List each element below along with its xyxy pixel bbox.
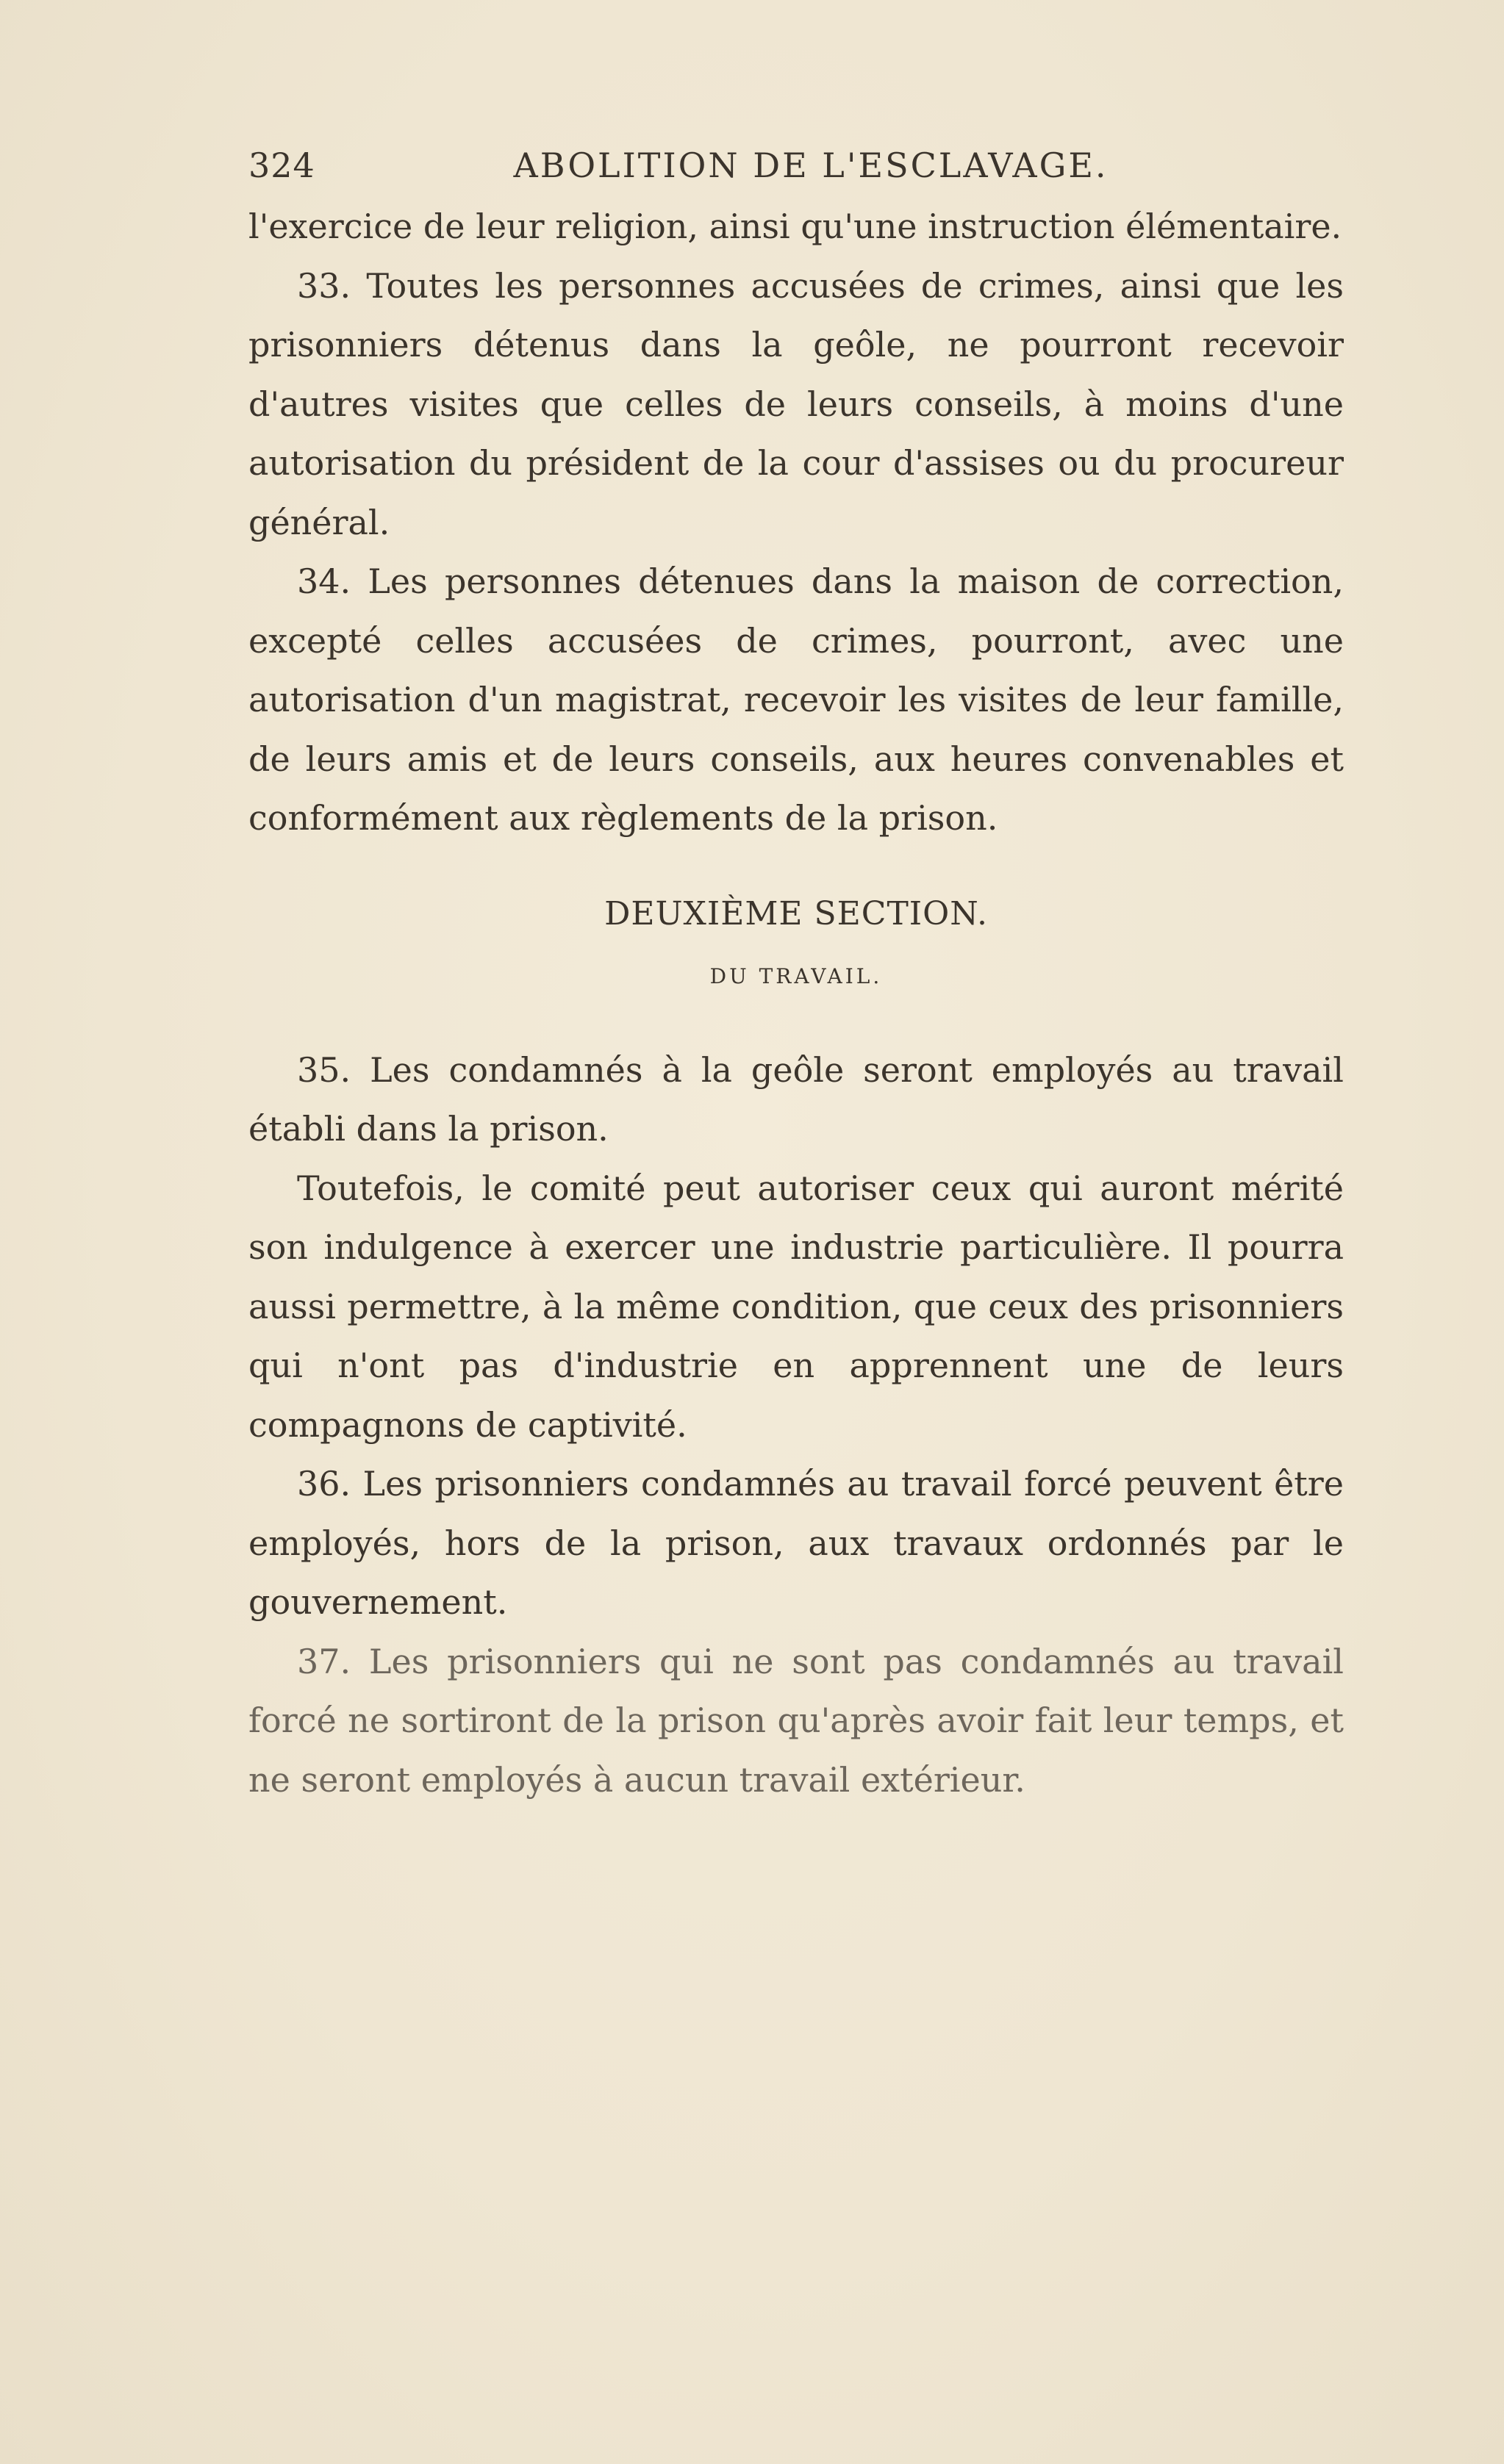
article-35: 35. Les condamnés à la geôle seront employés au travail établi dans la prison. [248,1049,1344,1149]
running-head-title: ABOLITION DE L'ESCLAVAGE. [513,146,1109,185]
page-number: 324 [248,146,315,185]
article-35-continuation: Toutefois, le comité peut autoriser ceux qui auront mérité son indulgence à exercer une industrie particulière. Il pourra aussi permettre, à la même condition, que ceux des prisonniers qui n'ont pas d'industrie en apprennent une de leurs compagnons de captivité. [248,1168,1344,1445]
article-36: 36. Les prisonniers condamnés au travail forcé peuvent être employés, hors de la prison, aux travaux ordonnés par le gouvernement. [248,1464,1344,1622]
text-block [248,138,1344,1809]
section-subheading: DU TRAVAIL. [709,963,883,988]
running-head [248,138,1344,197]
paragraph-continuation: l'exercice de leur religion, ainsi qu'une instruction élémentaire. [248,206,1342,246]
article-37: 37. Les prisonniers qui ne sont pas condamnés au travail forcé ne sortiront de la prison qu'après avoir fait leur temps, et ne seront employés à aucun travail extérieur. [248,1641,1344,1800]
section-heading: DEUXIÈME SECTION. [604,894,988,933]
article-34: 34. Les personnes détenues dans la maison de correction, excepté celles accusées de crimes, pourront, avec une autorisation d'un magistrat, recevoir les visites de leur famille, de leurs amis et de leurs conseils, aux heures convenables et conformément aux règlements de la prison. [248,561,1344,838]
article-33: 33. Toutes les personnes accusées de crimes, ainsi que les prisonniers détenus dans la geôle, ne pourront recevoir d'autres visites que celles de leurs conseils, à moins d'une autorisation du président de la cour d'assises ou du procureur général. [248,265,1344,542]
